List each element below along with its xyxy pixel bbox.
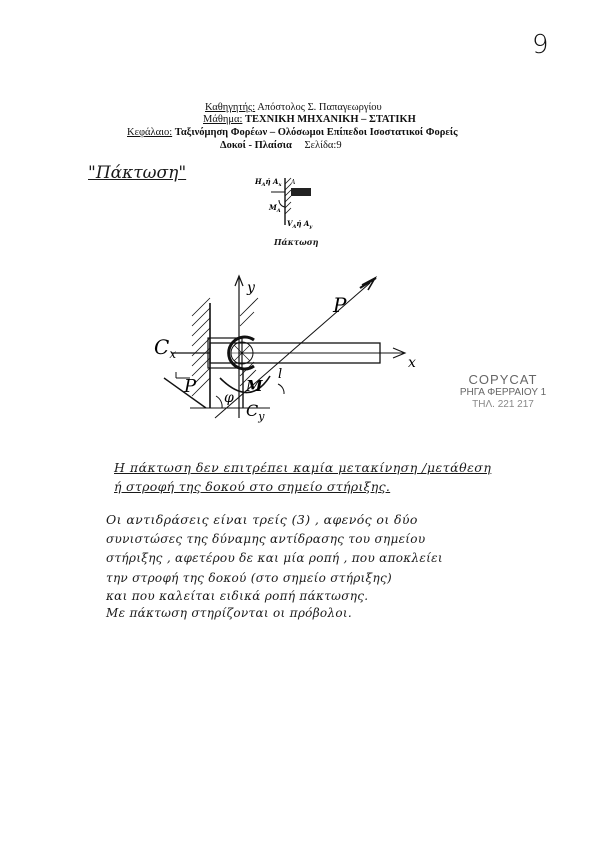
- header-chapter: [127, 126, 458, 139]
- chapter-label: Κεφάλαιο:: [127, 127, 173, 138]
- label-phi: φ: [224, 390, 234, 406]
- label-y: y: [247, 280, 255, 296]
- small-figure-caption: Πάκτωση: [274, 237, 319, 247]
- label-l: l: [278, 367, 283, 382]
- page-number: 9: [532, 30, 549, 60]
- hand-para2-line1: Οι αντιδράσεις είναι τρείς (3) , αφενός οι δύο: [106, 512, 418, 527]
- subchapter: Δοκοί - Πλαίσια: [220, 140, 292, 151]
- label-p-top: P: [333, 293, 347, 317]
- header-subchapter: [220, 139, 342, 152]
- header-course: [203, 113, 416, 126]
- label-x: x: [408, 355, 416, 371]
- label-ha: $H_Aή$ $A_x$: [255, 177, 282, 188]
- label-p-left: P: [184, 376, 197, 397]
- course-label: Μάθημα:: [203, 114, 243, 125]
- main-cantilever-figure: [150, 268, 420, 428]
- chapter-name: Ταξινόμηση Φορέων – Ολόσωμοι Επίπεδοι Ισοστατικοί Φορείς: [174, 127, 458, 138]
- page-label: Σελίδα:9: [304, 140, 342, 151]
- small-fixed-support-figure: [255, 170, 335, 240]
- hand-para1-line2: ή στροφή της δοκού στο σημείο στήριξης.: [114, 479, 391, 494]
- hand-para1-line1: Η πάκτωση δεν επιτρέπει καμία μετακίνηση /μετάθεση: [114, 460, 492, 475]
- label-m: M: [246, 377, 263, 395]
- stamp-line3: ΤΗΛ. 221 217: [472, 399, 534, 410]
- label-cy: $C_y$: [246, 401, 265, 423]
- label-cx: $C_x$: [154, 335, 177, 361]
- stamp-line2: ΡΗΓΑ ΦΕΡΡΑΙΟΥ 1: [459, 387, 547, 398]
- label-a: A: [291, 179, 296, 186]
- professor-name: Απόστολος Σ. Παπαγεωργίου: [257, 102, 382, 113]
- heading-pakto: "Πάκτωση": [88, 163, 187, 183]
- hand-para2-line4: την στροφή της δοκού (στο σημείο στήριξης): [106, 571, 392, 585]
- hand-para2-line3: στήριξης , αφετέρου δε και μία ροπή , που αποκλείει: [106, 551, 443, 565]
- label-va: $V_Aή$ $A_y$: [287, 219, 313, 230]
- hand-para2-line5: και που καλείται ειδικά ροπή πάκτωσης.: [106, 589, 369, 603]
- stamp-line1: COPYCAT: [468, 372, 538, 387]
- hand-para2-line6: Με πάκτωση στηρίζονται οι πρόβολοι.: [106, 606, 353, 620]
- course-name: ΤΕΧΝΙΚΗ ΜΗΧΑΝΙΚΗ – ΣΤΑΤΙΚΗ: [245, 114, 416, 125]
- professor-label: Καθηγητής:: [205, 102, 256, 113]
- label-ma: $M_A$: [269, 203, 281, 214]
- hand-para2-line2: συνιστώσες της δύναμης αντίδρασης του σημείου: [106, 532, 426, 546]
